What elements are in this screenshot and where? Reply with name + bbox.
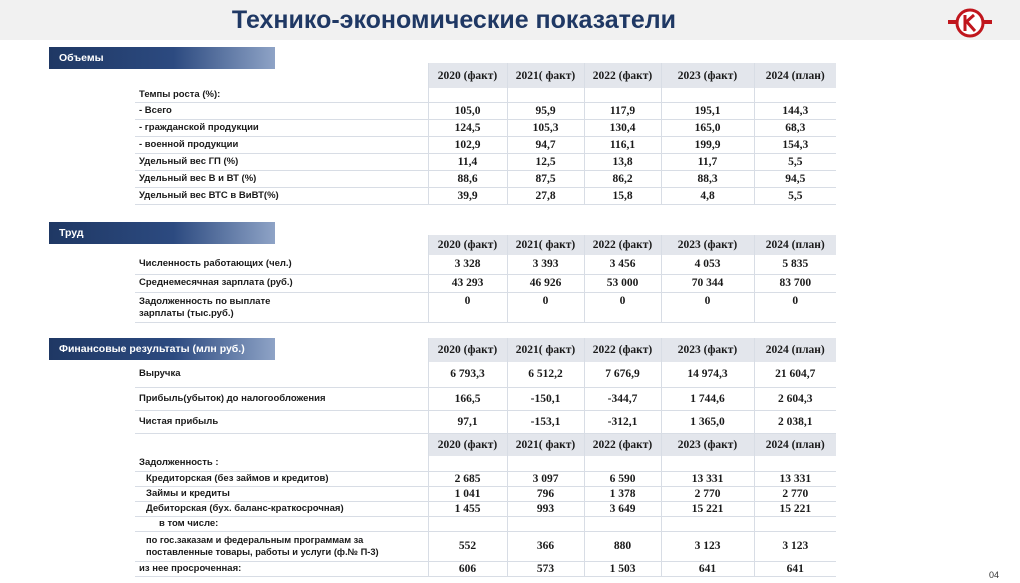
cell: 1 378 <box>584 486 661 501</box>
year-header: 2021( факт) <box>507 433 584 456</box>
cell: 1 455 <box>428 501 507 516</box>
cell: 13 331 <box>661 471 754 486</box>
cell: 573 <box>507 561 584 576</box>
cell: 1 041 <box>428 486 507 501</box>
cell: 83 700 <box>754 274 836 292</box>
year-header: 2024 (план) <box>754 63 836 88</box>
cell: -312,1 <box>584 410 661 433</box>
row-label: - военной продукции <box>135 136 428 153</box>
page-number: 04 <box>989 570 1000 580</box>
cell: 993 <box>507 501 584 516</box>
cell: 12,5 <box>507 153 584 170</box>
year-header: 2021( факт) <box>507 338 584 362</box>
k-logo-icon <box>946 8 994 38</box>
year-header: 2020 (факт) <box>428 433 507 456</box>
cell: 105,3 <box>507 119 584 136</box>
table-header-row <box>135 433 836 456</box>
cell: 195,1 <box>661 102 754 119</box>
cell: 27,8 <box>507 187 584 204</box>
cell: 3 123 <box>754 531 836 561</box>
cell: 70 344 <box>661 274 754 292</box>
cell: 2 038,1 <box>754 410 836 433</box>
cell: 880 <box>584 531 661 561</box>
row-label: Темпы роста (%): <box>135 88 428 102</box>
cell: 116,1 <box>584 136 661 153</box>
cell: -344,7 <box>584 387 661 410</box>
table-header-row <box>135 235 836 255</box>
table-row <box>135 561 836 576</box>
cell: 68,3 <box>754 119 836 136</box>
header-blank <box>135 338 428 362</box>
cell <box>507 516 584 531</box>
row-label: в том числе: <box>135 516 428 531</box>
year-header: 2022 (факт) <box>584 63 661 88</box>
year-header: 2023 (факт) <box>661 433 754 456</box>
cell: 0 <box>661 292 754 322</box>
row-label: Выручка <box>135 362 428 387</box>
cell: 3 123 <box>661 531 754 561</box>
cell: 88,3 <box>661 170 754 187</box>
cell: 606 <box>428 561 507 576</box>
year-header: 2021( факт) <box>507 63 584 88</box>
cell: 97,1 <box>428 410 507 433</box>
cell: 5 835 <box>754 255 836 274</box>
cell: 3 649 <box>584 501 661 516</box>
table-row <box>135 88 836 102</box>
table-row <box>135 410 836 433</box>
cell <box>584 516 661 531</box>
table-row <box>135 531 836 561</box>
cell: 130,4 <box>584 119 661 136</box>
cell: 46 926 <box>507 274 584 292</box>
cell: 641 <box>661 561 754 576</box>
cell: 13 331 <box>754 471 836 486</box>
cell <box>661 516 754 531</box>
cell: 2 604,3 <box>754 387 836 410</box>
section-labor-header: Труд <box>49 222 275 244</box>
table-row <box>135 292 836 322</box>
cell: 154,3 <box>754 136 836 153</box>
cell: 166,5 <box>428 387 507 410</box>
cell <box>661 456 754 471</box>
cell <box>428 88 507 102</box>
cell <box>661 88 754 102</box>
table-row <box>135 362 836 387</box>
row-label: из нее просроченная: <box>135 561 428 576</box>
year-header: 2023 (факт) <box>661 235 754 255</box>
row-label: Среднемесячная зарплата (руб.) <box>135 274 428 292</box>
cell: 6 590 <box>584 471 661 486</box>
cell: 95,9 <box>507 102 584 119</box>
header-blank <box>135 235 428 255</box>
cell: 1 503 <box>584 561 661 576</box>
table-row <box>135 516 836 531</box>
table-header-row <box>135 63 836 88</box>
cell: 144,3 <box>754 102 836 119</box>
cell: -150,1 <box>507 387 584 410</box>
cell: 2 685 <box>428 471 507 486</box>
cell: 5,5 <box>754 187 836 204</box>
table-row <box>135 153 836 170</box>
cell: 117,9 <box>584 102 661 119</box>
row-label: Удельный вес В и ВТ (%) <box>135 170 428 187</box>
cell: 0 <box>428 292 507 322</box>
cell: 88,6 <box>428 170 507 187</box>
section-volumes-header: Объемы <box>49 47 275 69</box>
year-header: 2024 (план) <box>754 433 836 456</box>
year-header: 2022 (факт) <box>584 338 661 362</box>
cell <box>428 456 507 471</box>
header-blank <box>135 433 428 456</box>
cell: 43 293 <box>428 274 507 292</box>
header-blank <box>135 63 428 88</box>
cell: 87,5 <box>507 170 584 187</box>
row-label: Задолженность по выплате зарплаты (тыс.руб.) <box>135 292 428 322</box>
cell: 3 097 <box>507 471 584 486</box>
row-label: Прибыль(убыток) до налогообложения <box>135 387 428 410</box>
section-finance-header: Финансовые результаты (млн руб.) <box>49 338 275 360</box>
cell: 3 393 <box>507 255 584 274</box>
cell: 2 770 <box>754 486 836 501</box>
cell: 86,2 <box>584 170 661 187</box>
year-header: 2022 (факт) <box>584 433 661 456</box>
table-row <box>135 486 836 501</box>
row-label: Чистая прибыль <box>135 410 428 433</box>
table-row <box>135 187 836 204</box>
cell <box>584 88 661 102</box>
cell: 7 676,9 <box>584 362 661 387</box>
cell: 14 974,3 <box>661 362 754 387</box>
table-row <box>135 119 836 136</box>
cell: 641 <box>754 561 836 576</box>
cell <box>754 516 836 531</box>
cell <box>584 456 661 471</box>
cell: 796 <box>507 486 584 501</box>
table-row <box>135 255 836 274</box>
year-header: 2022 (факт) <box>584 235 661 255</box>
row-label: Займы и кредиты <box>135 486 428 501</box>
cell <box>507 456 584 471</box>
cell: 199,9 <box>661 136 754 153</box>
year-header: 2020 (факт) <box>428 235 507 255</box>
year-header: 2021( факт) <box>507 235 584 255</box>
cell: 13,8 <box>584 153 661 170</box>
cell: 21 604,7 <box>754 362 836 387</box>
cell: 0 <box>584 292 661 322</box>
table-header-row <box>135 338 836 362</box>
table-row <box>135 471 836 486</box>
row-label: по гос.заказам и федеральным программам за поставленные товары, работы и услуги (ф.№ П-3) <box>135 531 428 561</box>
cell: 11,4 <box>428 153 507 170</box>
cell: 15,8 <box>584 187 661 204</box>
cell <box>428 516 507 531</box>
row-label: Задолженность : <box>135 456 428 471</box>
cell: -153,1 <box>507 410 584 433</box>
table-row <box>135 136 836 153</box>
cell: 102,9 <box>428 136 507 153</box>
cell <box>754 456 836 471</box>
cell: 11,7 <box>661 153 754 170</box>
table-row <box>135 274 836 292</box>
table-row <box>135 456 836 471</box>
cell: 124,5 <box>428 119 507 136</box>
cell: 366 <box>507 531 584 561</box>
cell: 4 053 <box>661 255 754 274</box>
row-label: Удельный вес ВТС в ВиВТ(%) <box>135 187 428 204</box>
cell: 3 328 <box>428 255 507 274</box>
cell: 3 456 <box>584 255 661 274</box>
table-row <box>135 501 836 516</box>
cell: 39,9 <box>428 187 507 204</box>
table-row <box>135 387 836 410</box>
cell <box>754 88 836 102</box>
cell: 0 <box>754 292 836 322</box>
labor-table <box>135 235 836 323</box>
year-header: 2020 (факт) <box>428 63 507 88</box>
volumes-table <box>135 63 836 205</box>
cell: 15 221 <box>661 501 754 516</box>
cell: 53 000 <box>584 274 661 292</box>
row-label: - Всего <box>135 102 428 119</box>
year-header: 2020 (факт) <box>428 338 507 362</box>
cell: 0 <box>507 292 584 322</box>
cell: 94,7 <box>507 136 584 153</box>
cell: 6 793,3 <box>428 362 507 387</box>
cell: 94,5 <box>754 170 836 187</box>
row-label: Удельный вес ГП (%) <box>135 153 428 170</box>
cell: 15 221 <box>754 501 836 516</box>
cell: 6 512,2 <box>507 362 584 387</box>
cell: 5,5 <box>754 153 836 170</box>
row-label: Численность работающих (чел.) <box>135 255 428 274</box>
row-label: Дебиторская (бух. баланс-краткосрочная) <box>135 501 428 516</box>
cell: 165,0 <box>661 119 754 136</box>
cell: 1 365,0 <box>661 410 754 433</box>
year-header: 2023 (факт) <box>661 338 754 362</box>
finance-table <box>135 338 836 577</box>
year-header: 2024 (план) <box>754 338 836 362</box>
cell <box>507 88 584 102</box>
row-label: - гражданской продукции <box>135 119 428 136</box>
table-row <box>135 170 836 187</box>
page-title: Технико-экономические показатели <box>231 6 677 34</box>
cell: 4,8 <box>661 187 754 204</box>
cell: 1 744,6 <box>661 387 754 410</box>
table-row <box>135 102 836 119</box>
year-header: 2024 (план) <box>754 235 836 255</box>
cell: 2 770 <box>661 486 754 501</box>
year-header: 2023 (факт) <box>661 63 754 88</box>
cell: 552 <box>428 531 507 561</box>
row-label: Кредиторская (без займов и кредитов) <box>135 471 428 486</box>
cell: 105,0 <box>428 102 507 119</box>
